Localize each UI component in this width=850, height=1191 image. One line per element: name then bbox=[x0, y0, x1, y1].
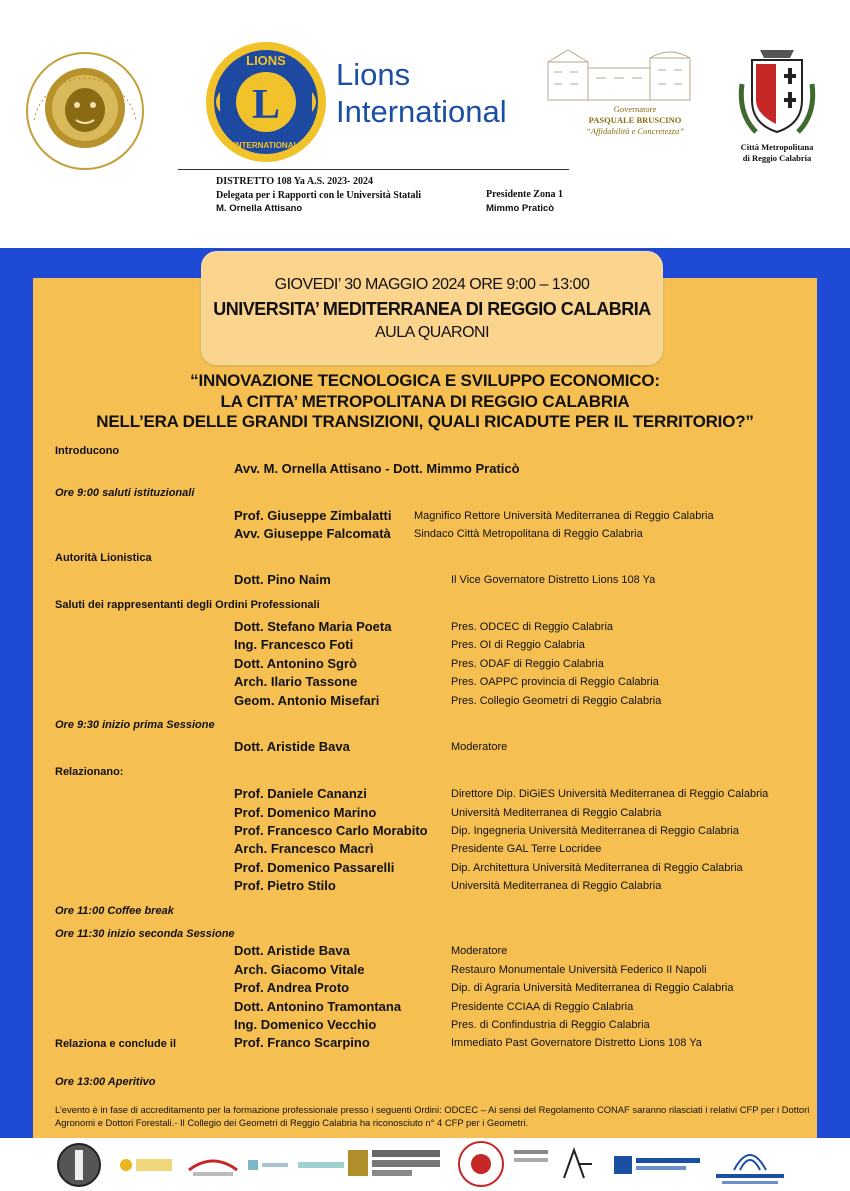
speaker-role: Dip. Ingegneria Università Mediterranea di Reggio Calabria bbox=[451, 825, 739, 837]
delegate-role: Delegata per i Rapporti con le Università Statali bbox=[216, 189, 422, 201]
speaker-name: Dott. Aristide Bava bbox=[234, 739, 350, 754]
speaker-role: Moderatore bbox=[451, 741, 508, 753]
svg-text:INTERNATIONAL: INTERNATIONAL bbox=[233, 141, 299, 150]
governor-motto: “Affidabilità e Concretezza” bbox=[586, 126, 684, 136]
zone-name: Mimmo Praticò bbox=[486, 202, 555, 214]
speaker-name: Avv. Giuseppe Falcomatà bbox=[234, 526, 391, 541]
city-crest-icon bbox=[736, 44, 818, 138]
ordine-logo bbox=[512, 1144, 598, 1184]
speaker-role: Pres. di Confindustria di Reggio Calabria bbox=[451, 1019, 650, 1031]
governor-name: PASQUALE BRUSCINO bbox=[588, 115, 682, 125]
governor-role: Governatore bbox=[613, 104, 657, 114]
event-title-line: LA CITTA’ METROPOLITANA DI REGGIO CALABRIA bbox=[220, 391, 630, 411]
speaker-role: Pres. ODCEC di Reggio Calabria bbox=[451, 621, 614, 633]
city-line1: Città Metropolitana bbox=[740, 142, 814, 152]
sponsor-logo bbox=[296, 1154, 346, 1176]
speaker-name: Arch. Giacomo Vitale bbox=[234, 962, 365, 977]
zone-info bbox=[486, 188, 563, 215]
zone-role: Presidente Zona 1 bbox=[486, 189, 564, 200]
speaker-role: Il Vice Governatore Distretto Lions 108 Ya bbox=[451, 574, 656, 586]
gal-logo bbox=[118, 1152, 176, 1178]
speaker-name: Ing. Francesco Foti bbox=[234, 637, 354, 652]
speaker-name: Prof. Domenico Marino bbox=[234, 805, 377, 820]
section-introducono: Introducono bbox=[55, 445, 120, 457]
speaker-name: Prof. Pietro Stilo bbox=[234, 878, 336, 893]
university-seal-logo bbox=[24, 50, 146, 172]
speaker-role: Pres. Collegio Geometri di Reggio Calabria bbox=[451, 695, 662, 707]
speaker-name: Prof. Domenico Passarelli bbox=[234, 860, 395, 875]
speaker-name: Dott. Aristide Bava bbox=[234, 943, 350, 958]
section-saluti: Ore 9:00 saluti istituzionali bbox=[55, 487, 195, 499]
city-info bbox=[722, 142, 832, 164]
speaker-role: Moderatore bbox=[451, 945, 508, 957]
svg-text:LIONS: LIONS bbox=[246, 53, 286, 68]
speaker-role: Magnifico Rettore Università Mediterranea di Reggio Calabria bbox=[414, 510, 714, 522]
district-info bbox=[216, 175, 421, 216]
speaker-role: Direttore Dip. DiGiES Università Mediterranea di Reggio Calabria bbox=[451, 788, 769, 800]
speaker-role: Presidente CCIAA di Reggio Calabria bbox=[451, 1001, 634, 1013]
speaker-role: Pres. OAPPC provincia di Reggio Calabria bbox=[451, 676, 659, 688]
speaker-name: Prof. Daniele Cananzi bbox=[234, 786, 367, 801]
speaker-name: Ing. Domenico Vecchio bbox=[234, 1017, 377, 1032]
speaker-name: Arch. Francesco Macrì bbox=[234, 841, 374, 856]
speaker-name: Arch. Ilario Tassone bbox=[234, 674, 358, 689]
speaker-name: Prof. Andrea Proto bbox=[234, 980, 350, 995]
event-title bbox=[33, 371, 817, 433]
section-prima-sessione: Ore 9:30 inizio prima Sessione bbox=[55, 719, 215, 731]
speaker-name: Dott. Antonino Sgrò bbox=[234, 656, 357, 671]
speaker-role: Università Mediterranea di Reggio Calabria bbox=[451, 880, 662, 892]
speaker-name: Dott. Stefano Maria Poeta bbox=[234, 619, 392, 634]
speaker-name: Geom. Antonio Misefari bbox=[234, 693, 380, 708]
city-line2: di Reggio Calabria bbox=[742, 153, 812, 163]
speaker-name: Prof. Giuseppe Zimbalatti bbox=[234, 508, 392, 523]
event-title-line: NELL’ERA DELLE GRANDI TRANSIZIONI, QUALI RICADUTE PER IL TERRITORIO?” bbox=[96, 412, 754, 431]
speaker-name: Prof. Franco Scarpino bbox=[234, 1035, 370, 1050]
event-title-line: “INNOVAZIONE TECNOLOGICA E SVILUPPO ECONOMICO: bbox=[190, 371, 660, 390]
speaker-role: Immediato Past Governatore Distretto Lions 108 Ya bbox=[451, 1037, 702, 1049]
circular-seal-logo bbox=[457, 1140, 505, 1188]
section-relazionano: Relazionano: bbox=[55, 766, 124, 778]
governor-info bbox=[560, 104, 710, 137]
confindustria-logo bbox=[712, 1142, 788, 1188]
speaker-role: Università Mediterranea di Reggio Calabria bbox=[451, 807, 662, 819]
section-coffee-break: Ore 11:00 Coffee break bbox=[55, 905, 174, 917]
sponsor-logo-strip bbox=[0, 1138, 850, 1191]
header-divider bbox=[178, 169, 569, 170]
event-date: GIOVEDI’ 30 MAGGIO 2024 ORE 9:00 – 13:00 bbox=[274, 276, 590, 293]
ordine-ingegneri-logo bbox=[612, 1152, 704, 1178]
event-venue: UNIVERSITA’ MEDITERRANEA DI REGGIO CALABRIA bbox=[213, 299, 651, 319]
governor-building-icon bbox=[544, 44, 697, 102]
speaker-role: Presidente GAL Terre Locridee bbox=[451, 843, 602, 855]
speaker-role: Pres. ODAF di Reggio Calabria bbox=[451, 658, 604, 670]
speaker-name: Prof. Francesco Carlo Morabito bbox=[234, 823, 428, 838]
speaker-role: Dip. Architettura Università Mediterranea di Reggio Calabria bbox=[451, 862, 743, 874]
event-info-box bbox=[201, 251, 663, 365]
leo-club-logo bbox=[56, 1142, 102, 1188]
sponsor-logo bbox=[185, 1150, 241, 1180]
lions-title: Lions International bbox=[336, 57, 507, 129]
speaker-role: Sindaco Città Metropolitana di Reggio Calabria bbox=[414, 528, 643, 540]
section-aperitivo: Ore 13:00 Aperitivo bbox=[55, 1076, 156, 1088]
geometri-collegio-logo bbox=[348, 1146, 442, 1180]
district-label: DISTRETTO 108 Ya A.S. 2023- 2024 bbox=[216, 176, 373, 187]
speaker-role: Restauro Monumentale Università Federico II Napoli bbox=[451, 964, 707, 976]
lions-international-logo bbox=[204, 40, 328, 164]
accreditation-note: L’evento è in fase di accreditamento per la formazione professionale presso i seguenti Ordini: ODCEC – Ai sensi del Regolamento CONAF saranno rilasciati i relativi CFP per i Dottori Agronomi e Dottori Forestali.- Il Collegio dei Geometri di Reggio Calabria ha riconosciuto n° 4 CFP per i Geometri. bbox=[55, 1104, 810, 1128]
introducono-names: Avv. M. Ornella Attisano - Dott. Mimmo Praticò bbox=[234, 461, 520, 476]
event-room: AULA QUARONI bbox=[374, 324, 490, 341]
speaker-role: Dip. di Agraria Università Mediterranea di Reggio Calabria bbox=[451, 982, 734, 994]
sponsor-logo bbox=[246, 1154, 290, 1176]
section-seconda-sessione: Ore 11:30 inizio seconda Sessione bbox=[55, 928, 235, 940]
section-conclude: Relaziona e conclude il bbox=[55, 1038, 177, 1050]
delegate-name: M. Ornella Attisano bbox=[216, 203, 303, 214]
svg-text:L: L bbox=[251, 82, 281, 128]
section-ordini: Saluti dei rappresentanti degli Ordini Professionali bbox=[55, 599, 320, 611]
section-autorita: Autorità Lionistica bbox=[55, 552, 152, 564]
speaker-name: Dott. Antonino Tramontana bbox=[234, 999, 402, 1014]
speaker-name: Dott. Pino Naim bbox=[234, 572, 331, 587]
speaker-role: Pres. OI di Reggio Calabria bbox=[451, 639, 585, 651]
